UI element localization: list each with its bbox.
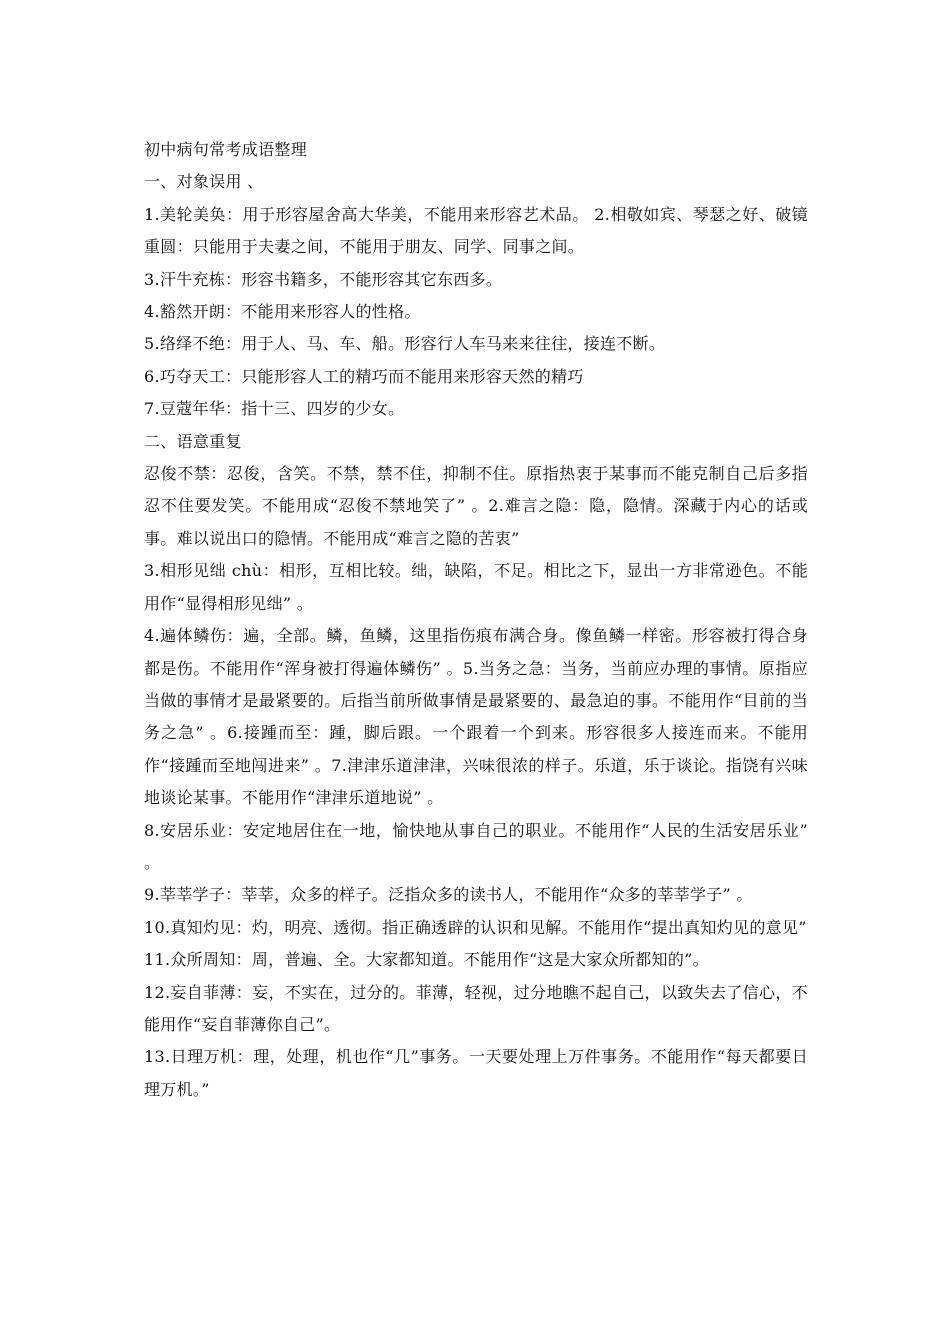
list-item: 10.真知灼见：灼，明亮、透彻。指正确透辟的认识和见解。不能用作“提出真知灼见的意见” xyxy=(144,917,807,937)
list-item: 4.遍体鳞伤：遍，全部。鳞，鱼鳞，这里指伤痕布满合身。像鱼鳞一样密。形容被打得合身都是伤。不能用作“浑身被打得遍体鳞伤” 。5.当务之急：当务，当前应办理的事情。原指应当做的事情才是最紧要的。后指当前所做事情是最紧要的、最急迫的事。不能用作“目前的当务之急” 。6.接踵而至：踵，脚后跟。一个跟着一个到来。形容很多人接连而来。不能用作“接踵而至地闯进来” 。7.津津乐道津津，兴味很浓的样子。乐道，乐于谈论。指饶有兴味地谈论某事。不能用作“津津乐道地说” 。 xyxy=(144,626,808,808)
list-item: 1.美轮美奂：用于形容屋舍高大华美，不能用来形容艺术品。 2.相敬如宾、琴瑟之好、破镜重圆：只能用于夫妻之间，不能用于朋友、同学、同事之间。 xyxy=(144,204,808,257)
list-item: 13.日理万机：理，处理，机也作“几”事务。一天要处理上万件事务。不能用作“每天都要日理万机。” xyxy=(144,1047,808,1099)
list-item: 4.豁然开朗：不能用来形容人的性格。 xyxy=(144,302,421,322)
section-heading-meaning-repetition: 二、语意重复 xyxy=(144,431,242,451)
list-item: 6.巧夺天工：只能形容人工的精巧而不能用来形容天然的精巧 xyxy=(144,366,584,386)
list-item: 11.众所周知：周，普遍、全。大家都知道。不能用作“这是大家众所都知的”。 xyxy=(144,950,709,970)
list-item: 9.莘莘学子：莘莘，众多的样子。泛指众多的读书人，不能用作“众多的莘莘学子” 。 xyxy=(144,885,753,905)
list-item: 7.豆蔻年华：指十三、四岁的少女。 xyxy=(144,399,405,419)
list-item: 3.相形见绌 chù：相形，互相比较。绌，缺陷，不足。相比之下，显出一方非常逊色。不能用作“显得相形见绌” 。 xyxy=(144,561,808,613)
list-item: 5.络绎不绝：用于人、马、车、船。形容行人车马来来往往，接连不断。 xyxy=(144,334,666,354)
document-page xyxy=(144,134,808,1106)
list-item: 8.安居乐业：安定地居住在一地，愉快地从事自己的职业。不能用作“人民的生活安居乐业” 。 xyxy=(144,820,808,872)
list-item: 3.汗牛充栋：形容书籍多，不能形容其它东西多。 xyxy=(144,269,503,289)
list-item: 忍俊不禁：忍俊，含笑。不禁，禁不住，抑制不住。原指热衷于某事而不能克制自己后多指忍不住要发笑。不能用成“忍俊不禁地笑了” 。2.难言之隐：隐，隐情。深藏于内心的话或事。难以说出口的隐情。不能用成“难言之隐的苦衷” xyxy=(144,464,808,548)
list-item: 12.妄自菲薄：妄，不实在，过分的。菲薄，轻视，过分地瞧不起自己，以致失去了信心，不能用作“妄自菲薄你自己”。 xyxy=(144,982,808,1034)
document-title: 初中病句常考成语整理 xyxy=(144,140,308,159)
section-heading-object-misuse: 一、对象误用 、 xyxy=(144,172,264,192)
